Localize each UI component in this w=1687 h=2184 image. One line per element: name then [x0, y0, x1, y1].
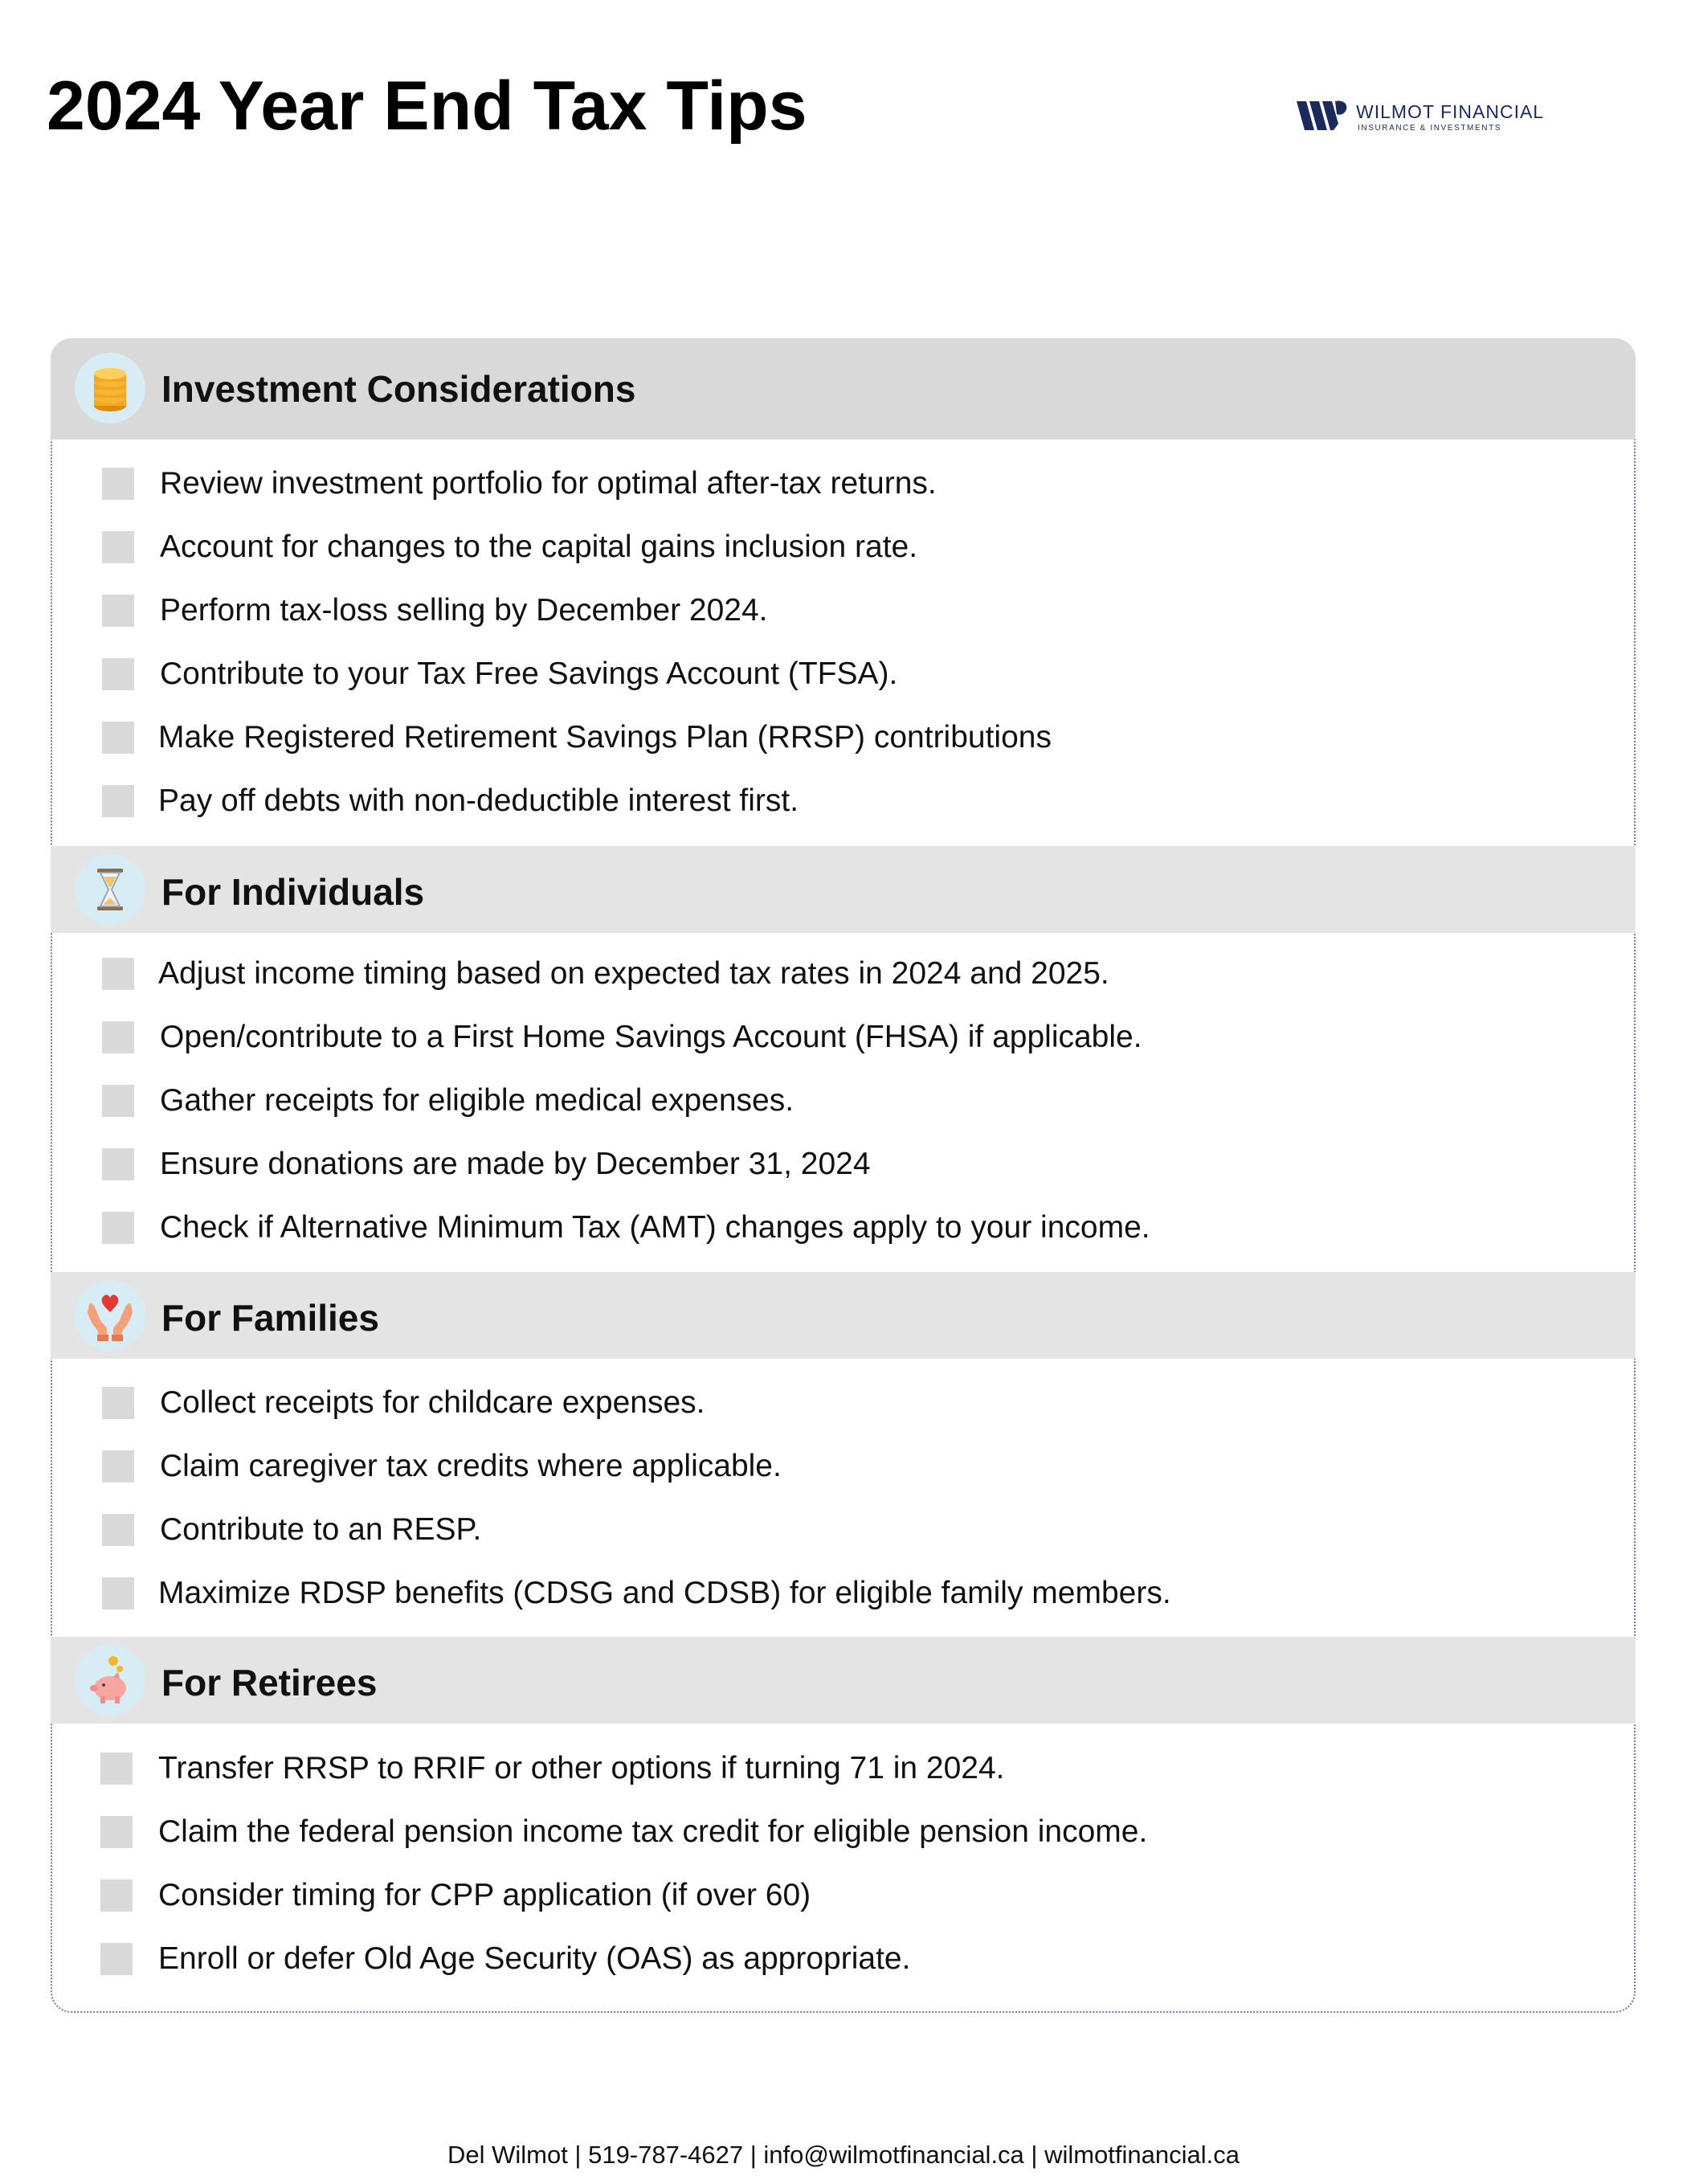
item-text: Pay off debts with non-deductible interest first.	[158, 783, 799, 818]
item-text: Claim the federal pension income tax credit for eligible pension income.	[158, 1814, 1148, 1849]
section-for-families	[51, 1272, 1636, 1359]
checkbox[interactable]	[102, 785, 134, 817]
logo-name: WILMOT FINANCIAL	[1356, 101, 1545, 122]
item-text: Contribute to an RESP.	[160, 1512, 482, 1547]
coins-icon	[75, 353, 145, 423]
item-text: Maximize RDSP benefits (CDSG and CDSB) for eligible family members.	[158, 1576, 1171, 1610]
item-text: Account for changes to the capital gains inclusion rate.	[160, 530, 918, 564]
item-text: Adjust income timing based on expected tax rates in 2024 and 2025.	[158, 956, 1109, 991]
section-investment-considerations	[51, 338, 1636, 440]
checkbox[interactable]	[102, 958, 134, 990]
item-text: Review investment portfolio for optimal after-tax returns.	[160, 466, 937, 501]
checkbox[interactable]	[100, 1879, 133, 1912]
item-text: Perform tax-loss selling by December 2024.	[160, 593, 768, 628]
wilmot-financial-logo	[1295, 95, 1552, 138]
section-for-individuals	[51, 846, 1636, 933]
checkbox[interactable]	[102, 658, 134, 690]
section-header	[51, 338, 1636, 440]
section-title: Investment Considerations	[161, 368, 636, 410]
section-title: For Retirees	[161, 1662, 378, 1703]
checkbox[interactable]	[102, 1514, 134, 1546]
item-text: Collect receipts for childcare expenses.	[160, 1385, 705, 1420]
footer-contact: Del Wilmot | 519-787-4627 | info@wilmotfinancial.ca | wilmotfinancial.ca	[447, 2141, 1240, 2169]
checkbox[interactable]	[102, 1148, 134, 1180]
item-text: Open/contribute to a First Home Savings Account (FHSA) if applicable.	[160, 1020, 1142, 1054]
piggy-bank-icon	[75, 1645, 145, 1716]
logo-mark-icon	[1295, 98, 1350, 135]
section-header	[51, 846, 1636, 933]
checkbox[interactable]	[102, 1577, 134, 1609]
item-text: Contribute to your Tax Free Savings Account (TFSA).	[160, 656, 898, 691]
checkbox[interactable]	[102, 1450, 134, 1483]
checkbox[interactable]	[102, 722, 134, 754]
checkbox[interactable]	[102, 531, 134, 563]
hands-heart-icon	[75, 1280, 145, 1351]
section-for-retirees	[51, 1637, 1636, 1724]
item-text: Enroll or defer Old Age Security (OAS) as appropriate.	[158, 1941, 911, 1976]
item-text: Check if Alternative Minimum Tax (AMT) changes apply to your income.	[160, 1210, 1150, 1245]
item-text: Transfer RRSP to RRIF or other options if turning 71 in 2024.	[158, 1751, 1005, 1785]
section-title: For Individuals	[161, 871, 425, 913]
checkbox[interactable]	[102, 595, 134, 627]
item-text: Consider timing for CPP application (if over 60)	[158, 1878, 811, 1912]
checkbox[interactable]	[102, 1085, 134, 1117]
checkbox[interactable]	[100, 1753, 133, 1785]
page-title: 2024 Year End Tax Tips	[47, 67, 807, 145]
checkbox[interactable]	[102, 1387, 134, 1419]
item-text: Claim caregiver tax credits where applicable.	[160, 1449, 782, 1483]
checkbox[interactable]	[100, 1943, 133, 1975]
item-text: Ensure donations are made by December 31, 2024	[160, 1147, 871, 1181]
checkbox[interactable]	[102, 468, 134, 500]
checkbox[interactable]	[100, 1816, 133, 1848]
section-header	[51, 1637, 1636, 1724]
logo-tagline: INSURANCE & INVESTMENTS	[1358, 124, 1502, 133]
item-text: Gather receipts for eligible medical expenses.	[160, 1083, 794, 1118]
section-header	[51, 1272, 1636, 1359]
hourglass-icon	[75, 854, 145, 925]
checkbox[interactable]	[102, 1021, 134, 1053]
item-text: Make Registered Retirement Savings Plan (RRSP) contributions	[158, 720, 1052, 755]
section-title: For Families	[161, 1297, 379, 1339]
checkbox[interactable]	[102, 1212, 134, 1244]
